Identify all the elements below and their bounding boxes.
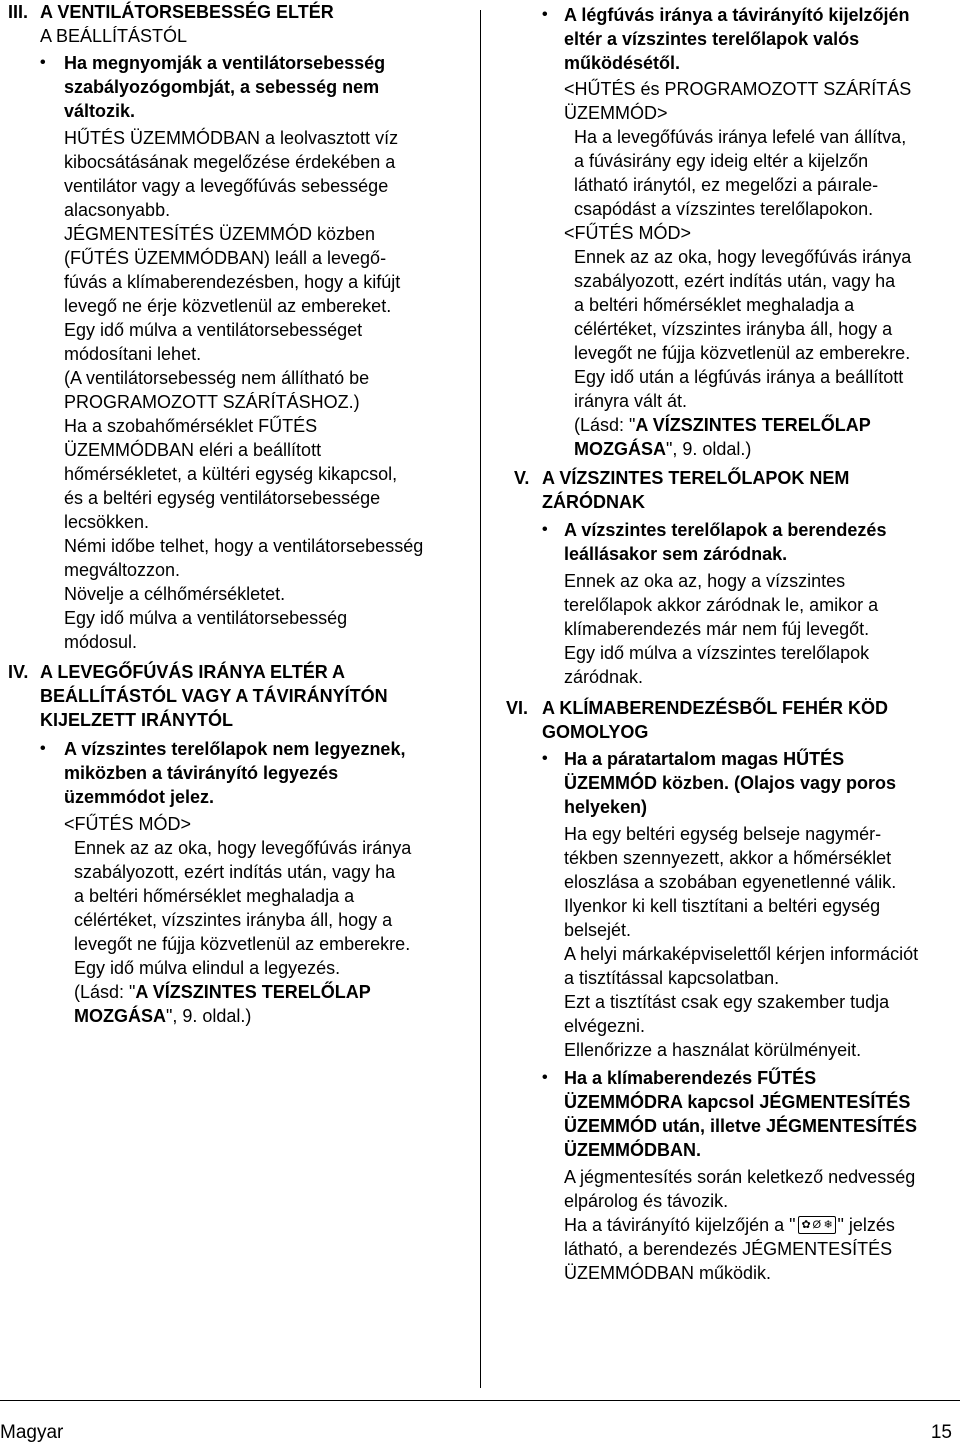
- body-text: Ennek az az oka, hogy levegőfúvás iránya: [574, 247, 912, 267]
- mode-label: <FŰTÉS MÓD>: [64, 814, 192, 834]
- footer-language: Magyar: [0, 1422, 64, 1443]
- body-text: elvégezni.: [564, 1016, 646, 1036]
- bullet-icon: •: [542, 1069, 548, 1086]
- cross-reference: [574, 413, 871, 437]
- defrost-display-icon: ✿ Ø ❄: [798, 1216, 836, 1234]
- cross-reference: [74, 980, 371, 1004]
- bullet-heading: ÜZEMMÓDRA kapcsol JÉGMENTESÍTÉS: [564, 1092, 911, 1112]
- body-text: Ellenőrizze a használat körülményeit.: [564, 1040, 862, 1060]
- bullet-heading: helyeken): [564, 797, 648, 817]
- bullet-heading: eltér a vízszintes terelőlapok valós: [564, 29, 860, 49]
- body-text: Egy idő után a légfúvás iránya a beállított: [574, 367, 904, 387]
- bullet-heading: változik.: [64, 101, 136, 121]
- bullet-icon: •: [542, 6, 548, 23]
- reference-prefix: (Lásd: ": [74, 982, 136, 1002]
- bullet-heading: Ha megnyomják a ventilátorsebesség: [64, 53, 386, 73]
- body-text: Növelje a célhőmérsékletet.: [64, 584, 286, 604]
- body-text: ÜZEMMÓDBAN eléri a beállított: [64, 440, 322, 460]
- column-divider: [480, 10, 481, 1388]
- body-text: (A ventilátorsebesség nem állítható be: [64, 368, 370, 388]
- body-text: Ha a levegőfúvás iránya lefelé van állítva,: [574, 127, 907, 147]
- icon-text-before: Ha a távirányító kijelzőjén a ": [564, 1215, 796, 1235]
- section-title: KIJELZETT IRÁNYTÓL: [40, 710, 233, 730]
- body-text: JÉGMENTESÍTÉS ÜZEMMÓD közben: [64, 224, 376, 244]
- bullet-heading: ÜZEMMÓD közben. (Olajos vagy poros: [564, 773, 897, 793]
- body-text: kibocsátásának megelőzése érdekében a: [64, 152, 396, 172]
- cross-reference: [74, 1004, 251, 1028]
- mode-label: <HŰTÉS és PROGRAMOZOTT SZÁRÍTÁS: [564, 79, 912, 99]
- section-title: A LEVEGŐFÚVÁS IRÁNYA ELTÉR A: [40, 662, 346, 682]
- body-text: lecsökken.: [64, 512, 150, 532]
- footer-rule: [0, 1400, 960, 1401]
- reference-suffix: ", 9. oldal.): [666, 439, 752, 459]
- bullet-heading: ÜZEMMÓDBAN.: [564, 1140, 701, 1160]
- body-text: tékben szennyezett, akkor a hőmérséklet: [564, 848, 892, 868]
- bullet-heading: Ha a páratartalom magas HŰTÉS: [564, 749, 845, 769]
- bullet-heading: leállásakor sem záródnak.: [564, 544, 788, 564]
- body-text: terelőlapok akkor záródnak le, amikor a: [564, 595, 879, 615]
- body-text: látható, a berendezés JÉGMENTESÍTÉS: [564, 1239, 893, 1259]
- bullet-heading: működésétől.: [564, 53, 681, 73]
- body-text: Ha a szobahőmérséklet FŰTÉS: [64, 416, 318, 436]
- body-text: Ennek az oka az, hogy a vízszintes: [564, 571, 846, 591]
- reference-title[interactable]: A VÍZSZINTES TERELŐLAP: [635, 415, 871, 435]
- body-text: ventilátor vagy a levegőfúvás sebessége: [64, 176, 389, 196]
- icon-text-after: " jelzés: [837, 1215, 895, 1235]
- body-text: Ennek az az oka, hogy levegőfúvás iránya: [74, 838, 412, 858]
- body-text: Némi időbe telhet, hogy a ventilátorsebesség: [64, 536, 424, 556]
- body-text: levegőt ne fújja közvetlenül az emberekre.: [74, 934, 411, 954]
- body-text: a beltéri hőmérséklet meghaladja a: [574, 295, 855, 315]
- section-title: A KLÍMABERENDEZÉSBŐL FEHÉR KÖD: [542, 698, 889, 718]
- bullet-icon: •: [542, 750, 548, 767]
- body-text: klímaberendezés már nem fúj levegőt.: [564, 619, 870, 639]
- section-title: A BEÁLLÍTÁSTÓL: [40, 26, 188, 46]
- reference-prefix: (Lásd: ": [574, 415, 636, 435]
- cross-reference: [574, 437, 751, 461]
- body-text: módosul.: [64, 632, 138, 652]
- body-text: A jégmentesítés során keletkező nedvesség: [564, 1167, 916, 1187]
- body-text: alacsonyabb.: [64, 200, 171, 220]
- body-text: hőmérsékletet, a kültéri egység kikapcsol,: [64, 464, 398, 484]
- body-text: szabályozott, ezért indítás után, vagy ha: [574, 271, 896, 291]
- body-text: elpárolog és távozik.: [564, 1191, 729, 1211]
- section-number: VI.: [506, 698, 529, 718]
- body-text: csapódást a vízszintes terelőlapokon.: [574, 199, 874, 219]
- body-text: célértéket, vízszintes irányba áll, hogy a: [574, 319, 893, 339]
- bullet-heading: A vízszintes terelőlapok a berendezés: [564, 520, 887, 540]
- reference-suffix: ", 9. oldal.): [166, 1006, 252, 1026]
- bullet-icon: •: [40, 740, 46, 757]
- body-text: A helyi márkaképviselettől kérjen információt: [564, 944, 919, 964]
- body-text: Ha egy beltéri egység belseje nagymér-: [564, 824, 882, 844]
- body-text: Egy idő múlva elindul a legyezés.: [74, 958, 341, 978]
- body-text: irányra vált át.: [574, 391, 688, 411]
- body-text: a fúvásirány egy ideig eltér a kijelzőn: [574, 151, 869, 171]
- bullet-heading: ÜZEMMÓD után, illetve JÉGMENTESÍTÉS: [564, 1116, 918, 1136]
- reference-title[interactable]: MOZGÁSA: [74, 1006, 166, 1026]
- body-text: záródnak.: [564, 667, 644, 687]
- mode-label: <FŰTÉS MÓD>: [564, 223, 692, 243]
- section-number: IV.: [8, 662, 29, 682]
- body-text: Ilyenkor ki kell tisztítani a beltéri egység: [564, 896, 881, 916]
- body-text: célértéket, vízszintes irányba áll, hogy a: [74, 910, 393, 930]
- body-text: látható iránytól, ez megelőzi a páırale-: [574, 175, 879, 195]
- body-text: levegő ne érje közvetlenül az embereket.: [64, 296, 392, 316]
- body-text: eloszlása a szobában egyenetlenné válik.: [564, 872, 897, 892]
- section-title: BEÁLLÍTÁSTÓL VAGY A TÁVIRÁNYÍTÓN: [40, 686, 388, 706]
- body-text: Egy idő múlva a ventilátorsebesség: [64, 608, 348, 628]
- section-number: V.: [514, 468, 530, 488]
- body-text: a beltéri hőmérséklet meghaladja a: [74, 886, 355, 906]
- bullet-icon: •: [40, 54, 46, 71]
- section-title: ZÁRÓDNAK: [542, 492, 645, 512]
- bullet-heading: szabályozógombját, a sebesség nem: [64, 77, 380, 97]
- body-text: módosítani lehet.: [64, 344, 202, 364]
- body-text: PROGRAMOZOTT SZÁRÍTÁSHOZ.): [64, 392, 360, 412]
- body-text: megváltozzon.: [64, 560, 181, 580]
- body-text: szabályozott, ezért indítás után, vagy ha: [74, 862, 396, 882]
- page-number: 15: [930, 1422, 952, 1443]
- section-title: GOMOLYOG: [542, 722, 649, 742]
- bullet-heading: A vízszintes terelőlapok nem legyeznek,: [64, 739, 406, 759]
- body-text: (FŰTÉS ÜZEMMÓDBAN) leáll a levegő-: [64, 248, 387, 268]
- body-text: ÜZEMMÓDBAN működik.: [564, 1263, 772, 1283]
- body-text: és a beltéri egység ventilátorsebessége: [64, 488, 381, 508]
- body-text: Ezt a tisztítást csak egy szakember tudja: [564, 992, 890, 1012]
- body-text: belsejét.: [564, 920, 632, 940]
- section-title: A VÍZSZINTES TERELŐLAPOK NEM: [542, 468, 850, 488]
- reference-title[interactable]: A VÍZSZINTES TERELŐLAP: [135, 982, 371, 1002]
- bullet-heading: miközben a távirányító legyezés: [64, 763, 339, 783]
- body-text: [564, 1213, 895, 1237]
- section-title: A VENTILÁTORSEBESSÉG ELTÉR: [40, 2, 334, 22]
- body-text: Egy idő múlva a vízszintes terelőlapok: [564, 643, 870, 663]
- reference-title[interactable]: MOZGÁSA: [574, 439, 666, 459]
- body-text: a tisztítással kapcsolatban.: [564, 968, 780, 988]
- section-number: III.: [8, 2, 29, 22]
- body-text: HŰTÉS ÜZEMMÓDBAN a leolvasztott víz: [64, 128, 399, 148]
- mode-label: ÜZEMMÓD>: [564, 103, 668, 123]
- bullet-icon: •: [542, 521, 548, 538]
- body-text: levegőt ne fújja közvetlenül az emberekre.: [574, 343, 911, 363]
- body-text: fúvás a klímaberendezésben, hogy a kifújt: [64, 272, 401, 292]
- body-text: Egy idő múlva a ventilátorsebességet: [64, 320, 363, 340]
- bullet-heading: üzemmódot jelez.: [64, 787, 215, 807]
- bullet-heading: A légfúvás iránya a távirányító kijelzőjén: [564, 5, 910, 25]
- bullet-heading: Ha a klímaberendezés FŰTÉS: [564, 1068, 817, 1088]
